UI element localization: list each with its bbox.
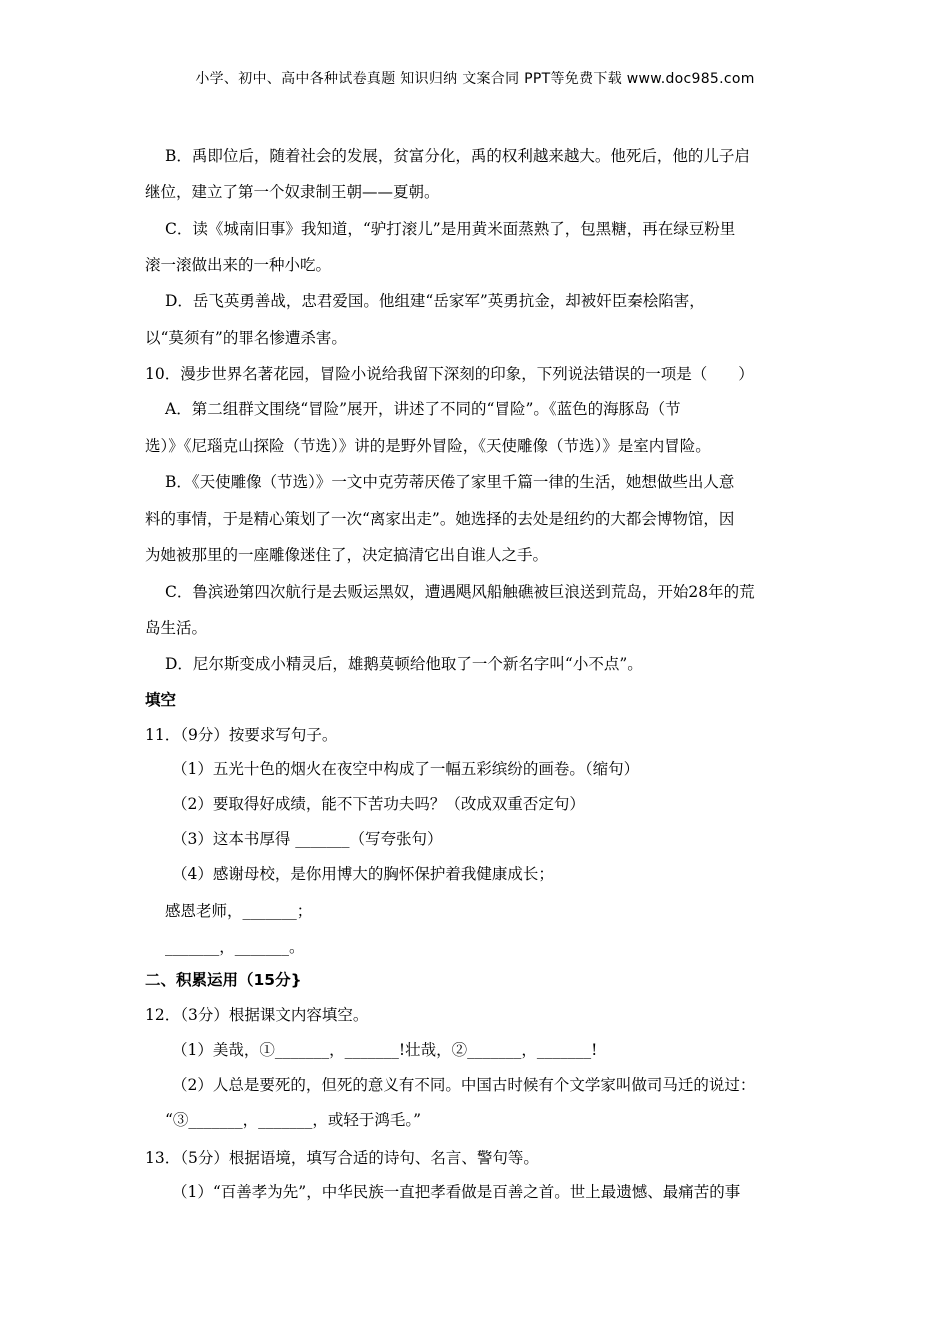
section-fill-heading: 填空	[145, 691, 177, 709]
q10-option-a-line1: A．第二组群文围绕“冒险”展开，讲述了不同的“冒险”。《蓝色的海豚岛（节	[165, 400, 681, 418]
q10-option-b-line1: B．《天使雕像（节选）》一文中克劳蒂厌倦了家里千篇一律的生活，她想做些出人意	[165, 473, 735, 491]
q9-option-b-line2: 继位，建立了第一个奴隶制王朝——夏朝。	[145, 183, 440, 201]
q10-option-a-line2: 选）》《尼瑙克山探险（节选）》讲的是野外冒险，《天使雕像（节选）》是室内冒险。	[145, 437, 711, 455]
q12-item-2-line1: （2）人总是要死的，但死的意义有不同。中国古时候有个文学家叫做司马迁的说过：	[172, 1076, 756, 1094]
q11-item-4-line2: 感恩老师，_______；	[165, 902, 313, 920]
q11-stem: 11．（9分）按要求写句子。	[145, 726, 338, 744]
section-2-heading: 二、积累运用（15分}	[145, 971, 302, 989]
q13-stem: 13．（5分）根据语境，填写合适的诗句、名言、警句等。	[145, 1149, 539, 1167]
q11-item-4-line3: _______，_______。	[165, 938, 305, 956]
q10-option-b-line3: 为她被那里的一座雕像迷住了，决定搞清它出自谁人之手。	[145, 546, 549, 564]
q12-item-2-line2: “③_______，_______，或轻于鸿毛。”	[165, 1111, 422, 1129]
q11-item-2: （2）要取得好成绩，能不下苦功夫吗？（改成双重否定句）	[172, 795, 585, 813]
q13-item-1: （1）“百善孝为先”，中华民族一直把孝看做是百善之首。世上最遗憾、最痛苦的事	[172, 1183, 741, 1201]
q12-item-1: （1）美哉，①_______，_______!壮哉，②_______，_______!	[172, 1041, 598, 1059]
q11-item-1: （1）五光十色的烟火在夜空中构成了一幅五彩缤纷的画卷。（缩句）	[172, 760, 640, 778]
page-header: 小学、初中、高中各种试卷真题 知识归纳 文案合同 PPT等免费下载 www.doc985.com	[195, 71, 755, 87]
q12-stem: 12．（3分）根据课文内容填空。	[145, 1006, 369, 1024]
q10-option-d: D．尼尔斯变成小精灵后，雄鹅莫顿给他取了一个新名字叫“小不点”。	[165, 655, 643, 673]
q9-option-d-line1: D．岳飞英勇善战，忠君爱国。他组建“岳家军”英勇抗金，却被奸臣秦桧陷害，	[165, 292, 705, 310]
q10-option-c-line1: C．鲁滨逊第四次航行是去贩运黑奴，遭遇飓风船触礁被巨浪送到荒岛，开始28年的荒	[165, 583, 755, 601]
q9-option-c-line2: 滚一滚做出来的一种小吃。	[145, 256, 332, 274]
q9-option-b-line1: B．禹即位后，随着社会的发展，贫富分化，禹的权利越来越大。他死后，他的儿子启	[165, 147, 750, 165]
q9-option-c-line1: C．读《城南旧事》我知道，“驴打滚儿”是用黄米面蒸熟了，包黑糖，再在绿豆粉里	[165, 220, 736, 238]
q10-option-c-line2: 岛生活。	[145, 619, 208, 637]
q10-option-b-line2: 料的事情，于是精心策划了一次“离家出走”。她选择的去处是纽约的大都会博物馆，因	[145, 510, 735, 528]
q11-item-3: （3）这本书厚得 _______（写夸张句）	[172, 830, 443, 848]
q11-item-4: （4）感谢母校，是你用博大的胸怀保护着我健康成长；	[172, 865, 554, 883]
q10-stem: 10．漫步世界名著花园，冒险小说给我留下深刻的印象，下列说法错误的一项是（ ）	[145, 365, 754, 383]
q9-option-d-line2: 以“莫须有”的罪名惨遭杀害。	[145, 329, 347, 347]
